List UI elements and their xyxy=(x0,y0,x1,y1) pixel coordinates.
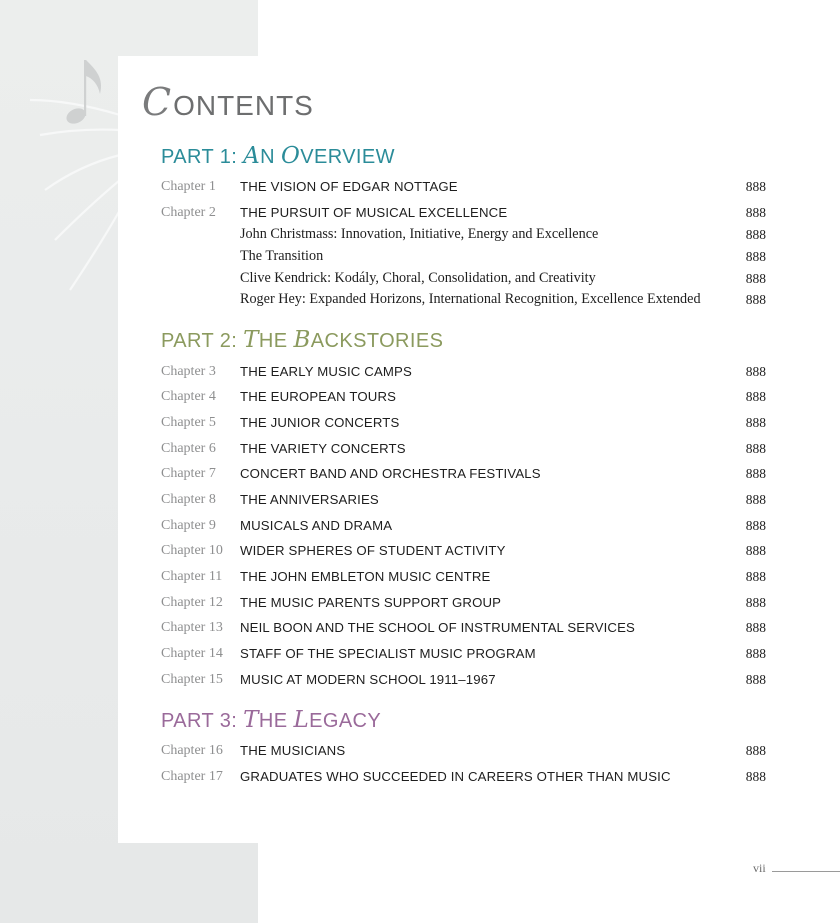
toc-entry-chapter-1[interactable] xyxy=(161,176,766,196)
chapter-title: MUSIC AT MODERN SCHOOL 1911–1967 xyxy=(240,672,496,687)
toc-entry-chapter-9[interactable] xyxy=(161,515,766,535)
chapter-label: Chapter 9 xyxy=(161,518,216,533)
page-number: 888 xyxy=(745,620,766,635)
toc-entry-chapter-3[interactable] xyxy=(161,361,766,381)
chapter-title: THE MUSICIANS xyxy=(240,743,346,758)
toc-entry-chapter-4[interactable] xyxy=(161,386,766,406)
subsection-title: Roger Hey: Expanded Horizons, International Recognition, Excellence Extended xyxy=(240,291,701,307)
subsection-title: John Christmass: Innovation, Initiative, Energy and Excellence xyxy=(240,226,599,242)
page-number: 888 xyxy=(745,271,766,286)
toc-entry-chapter-6[interactable] xyxy=(161,438,766,458)
chapter-label: Chapter 14 xyxy=(161,646,223,661)
chapter-title: THE ANNIVERSARIES xyxy=(240,492,379,507)
page-number: 888 xyxy=(745,492,766,507)
chapter-title: NEIL BOON AND THE SCHOOL OF INSTRUMENTAL SERVICES xyxy=(240,620,635,635)
toc-entry-chapter-10[interactable] xyxy=(161,540,766,560)
chapter-title: THE EUROPEAN TOURS xyxy=(240,389,397,404)
page-number: 888 xyxy=(745,227,766,242)
chapter-title: THE MUSIC PARENTS SUPPORT GROUP xyxy=(240,595,502,610)
toc-subentry[interactable] xyxy=(161,268,766,288)
page-number: 888 xyxy=(745,292,766,307)
chapter-title: THE PURSUIT OF MUSICAL EXCELLENCE xyxy=(240,205,508,220)
toc-entry-chapter-15[interactable] xyxy=(161,669,766,689)
chapter-title: GRADUATES WHO SUCCEEDED IN CAREERS OTHER THAN MUSIC xyxy=(240,769,671,784)
chapter-label: Chapter 16 xyxy=(161,743,223,758)
part-1-heading: PART 1: AN OVERVIEW xyxy=(161,143,395,169)
toc-entry-chapter-14[interactable] xyxy=(161,643,766,663)
chapter-title: THE VISION OF EDGAR NOTTAGE xyxy=(240,179,458,194)
chapter-label: Chapter 3 xyxy=(161,364,216,379)
chapter-title: THE EARLY MUSIC CAMPS xyxy=(240,364,412,379)
page-number: 888 xyxy=(745,415,766,430)
chapter-label: Chapter 2 xyxy=(161,205,216,220)
chapter-label: Chapter 5 xyxy=(161,415,216,430)
page-number: 888 xyxy=(745,646,766,661)
page-number: 888 xyxy=(745,518,766,533)
subsection-title: The Transition xyxy=(240,248,324,264)
toc-entry-chapter-17[interactable] xyxy=(161,766,766,786)
chapter-title: CONCERT BAND AND ORCHESTRA FESTIVALS xyxy=(240,466,541,481)
subsection-title: Clive Kendrick: Kodály, Choral, Consolidation, and Creativity xyxy=(240,270,596,286)
chapter-label: Chapter 17 xyxy=(161,769,223,784)
page-number: 888 xyxy=(745,441,766,456)
chapter-label: Chapter 1 xyxy=(161,179,216,194)
chapter-label: Chapter 11 xyxy=(161,569,223,584)
page-number: 888 xyxy=(745,672,766,687)
toc-entry-chapter-8[interactable] xyxy=(161,489,766,509)
chapter-label: Chapter 4 xyxy=(161,389,216,404)
page-number: 888 xyxy=(745,569,766,584)
page-number: 888 xyxy=(745,543,766,558)
page-number: 888 xyxy=(745,595,766,610)
chapter-title: THE JUNIOR CONCERTS xyxy=(240,415,400,430)
chapter-label: Chapter 13 xyxy=(161,620,223,635)
page-title: CONTENTS xyxy=(142,80,314,124)
toc-entry-chapter-11[interactable] xyxy=(161,566,766,586)
toc-entry-chapter-5[interactable] xyxy=(161,412,766,432)
toc-subentry[interactable] xyxy=(161,246,766,266)
page-number: 888 xyxy=(745,364,766,379)
part-3-heading: PART 3: THE LEGACY xyxy=(161,707,382,733)
chapter-label: Chapter 8 xyxy=(161,492,216,507)
toc-entry-chapter-12[interactable] xyxy=(161,592,766,612)
chapter-label: Chapter 12 xyxy=(161,595,223,610)
page-number: 888 xyxy=(745,466,766,481)
toc-entry-chapter-13[interactable] xyxy=(161,617,766,637)
page-number: 888 xyxy=(745,205,766,220)
toc-entry-chapter-16[interactable] xyxy=(161,740,766,760)
page-number: 888 xyxy=(745,389,766,404)
chapter-label: Chapter 6 xyxy=(161,441,216,456)
chapter-title: THE VARIETY CONCERTS xyxy=(240,441,406,456)
chapter-label: Chapter 10 xyxy=(161,543,223,558)
chapter-title: STAFF OF THE SPECIALIST MUSIC PROGRAM xyxy=(240,646,536,661)
chapter-title: MUSICALS AND DRAMA xyxy=(240,518,393,533)
page-number: 888 xyxy=(745,769,766,784)
toc-entry-chapter-7[interactable] xyxy=(161,463,766,483)
page-number: 888 xyxy=(745,249,766,264)
folio-rule xyxy=(772,871,840,872)
part-2-heading: PART 2: THE BACKSTORIES xyxy=(161,327,444,353)
chapter-title: WIDER SPHERES OF STUDENT ACTIVITY xyxy=(240,543,506,558)
chapter-label: Chapter 7 xyxy=(161,466,216,481)
page-number: 888 xyxy=(745,179,766,194)
toc-subentry[interactable] xyxy=(161,289,766,309)
chapter-title: THE JOHN EMBLETON MUSIC CENTRE xyxy=(240,569,491,584)
chapter-label: Chapter 15 xyxy=(161,672,223,687)
toc-entry-chapter-2[interactable] xyxy=(161,202,766,222)
page-number: 888 xyxy=(745,743,766,758)
toc-subentry[interactable] xyxy=(161,224,766,244)
folio-page-number: vii xyxy=(753,861,766,875)
